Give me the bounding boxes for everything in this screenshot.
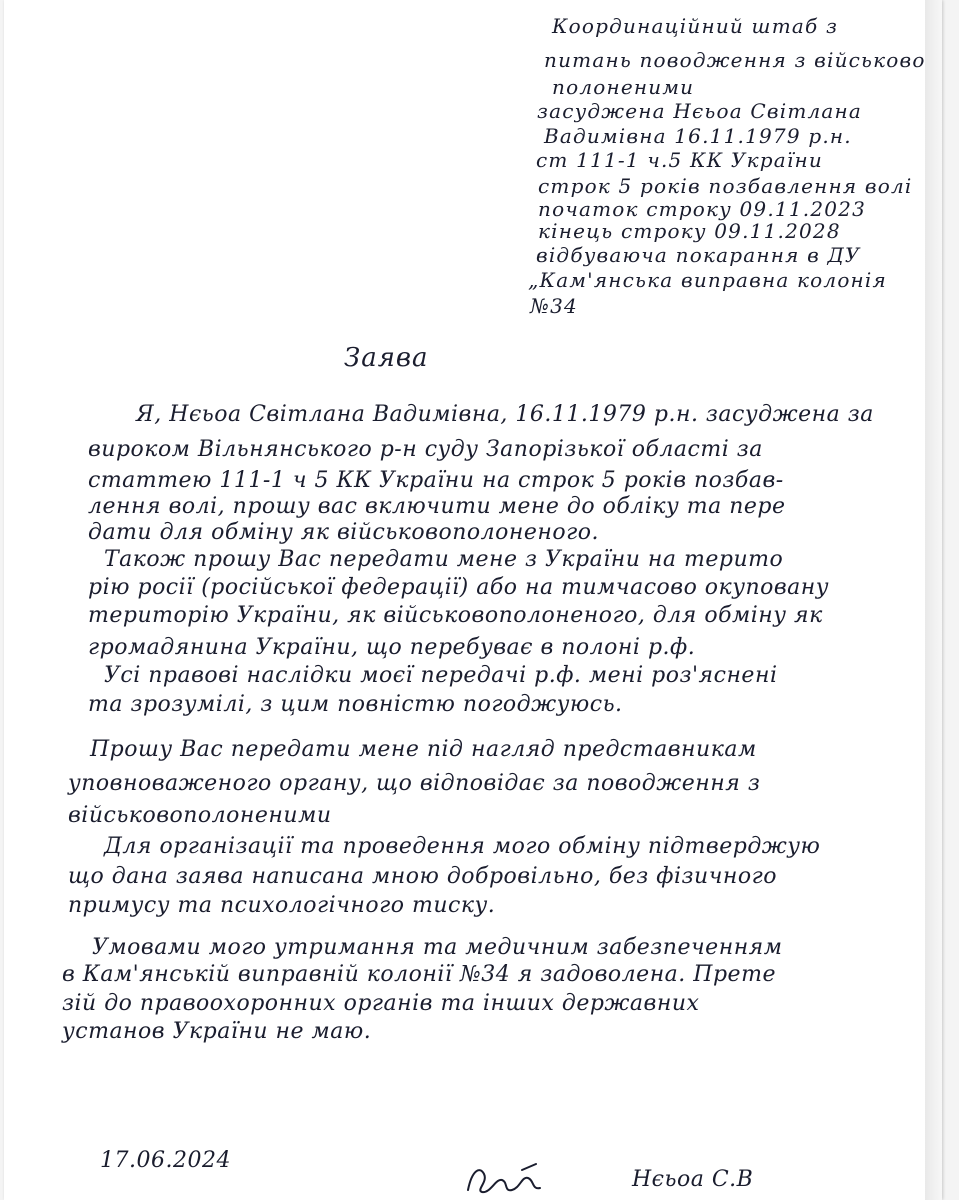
body-line: Усі правові наслідки моєї передачі р.ф. мені роз'яснені [104, 663, 778, 688]
header-line: „Кам'янська виправна колонія [528, 268, 887, 292]
body-line: рію росії (російської федерації) або на тимчасово окуповану [88, 575, 830, 600]
page-edge [925, 0, 942, 1200]
body-line: Я, Нєьоа Світлана Вадимівна, 16.11.1979 р.н. засуджена за [136, 402, 874, 427]
header-line: початок строку 09.11.2023 [538, 197, 867, 221]
body-line: що дана заява написана мною добровільно, без фізичного [68, 864, 777, 889]
signatory-name: Нєьоа С.В [632, 1167, 754, 1192]
body-line: дати для обміну як військовополоненого. [88, 520, 599, 545]
body-line: зій до правоохоронних органів та інших державних [62, 991, 700, 1016]
header-line: строк 5 років позбавлення волі [538, 174, 913, 198]
body-line: примусу та психологічного тиску. [68, 893, 496, 918]
header-line: Вадимівна 16.11.1979 р.н. [544, 124, 852, 148]
header-line: Координаційний штаб з [552, 14, 839, 38]
document-date: 17.06.2024 [100, 1148, 231, 1173]
body-line: військовополоненими [68, 803, 332, 828]
body-line: вироком Вільнянського р-н суду Запорізької області за [88, 437, 763, 462]
body-line: Також прошу Вас передати мене з України на терито [104, 547, 784, 572]
body-line: громадянина України, що перебуває в полоні р.ф. [88, 635, 696, 660]
document-title: Заява [344, 343, 429, 373]
signature-icon [462, 1160, 552, 1200]
body-line: Прошу Вас передати мене під нагляд представникам [90, 737, 757, 762]
header-line: засуджена Нєьоа Світлана [537, 99, 863, 123]
body-line: Для організації та проведення мого обміну підтверджую [104, 834, 821, 859]
body-line: лення волі, прошу вас включити мене до обліку та пере [88, 494, 786, 519]
header-line: кінець строку 09.11.2028 [538, 219, 841, 243]
body-line: установ України не маю. [62, 1019, 372, 1044]
header-line: питань поводження з військово [544, 48, 926, 72]
body-line: в Кам'янській виправній колонії №34 я задоволена. Прете [62, 962, 776, 987]
body-line: уповноваженого органу, що відповідає за поводження з [68, 771, 761, 796]
header-line: ст 111-1 ч.5 КК України [536, 148, 823, 172]
body-line: Умовами мого утримання та медичним забезпеченням [92, 935, 783, 960]
document-page [4, 0, 942, 1200]
header-line: №34 [530, 294, 578, 318]
body-line: статтею 111-1 ч 5 КК України на строк 5 років позбав- [88, 468, 784, 493]
body-line: територію України, як військовополоненого, для обміну як [88, 603, 823, 628]
body-line: та зрозумілі, з цим повністю погоджуюсь. [88, 692, 623, 717]
header-line: відбуваюча покарання в ДУ [536, 243, 861, 267]
header-line: полоненими [552, 75, 695, 99]
